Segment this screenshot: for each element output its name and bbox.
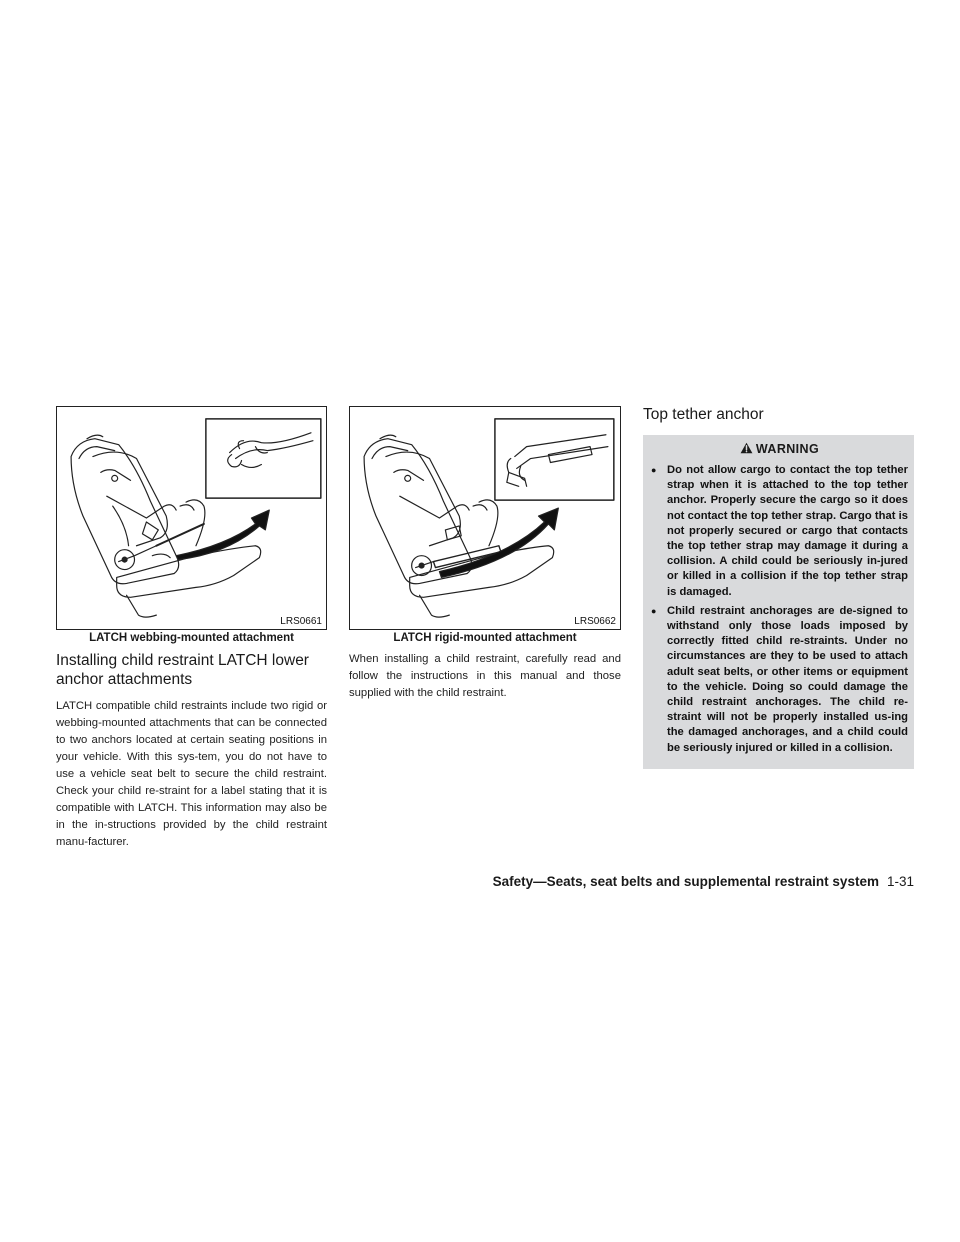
bullet-icon: ● [651, 605, 657, 616]
figure-caption: LATCH webbing-mounted attachment [89, 632, 294, 644]
page-footer [462, 874, 914, 889]
figure-latch-webbing [56, 406, 327, 630]
right-column [643, 406, 914, 769]
warning-text: Do not allow cargo to contact the top tether strap when it is attached to the top tether anchor. Properly secure the cargo so it does not contact the top tether strap. Cargo that is not properly secured or cargo that contacts the top tether strap may damage it during a collision. A child could be seriously in-jured or killed in a collision if the top tether strap is damaged. [667, 464, 908, 598]
body-paragraph: When installing a child restraint, carefully read and follow the instructions in this manual and those supplied with the child restraint. [349, 653, 621, 699]
warning-title: WARNING [755, 442, 820, 456]
figure-caption: LATCH rigid-mounted attachment [393, 632, 577, 644]
figure-code: LRS0661 [280, 616, 322, 627]
section-heading: Top tether anchor [643, 406, 764, 423]
footer-section-title: Safety—Seats, seat belts and supplemental restraint system [492, 874, 879, 889]
section-heading-line2: anchor attachments [56, 671, 193, 688]
warning-item [651, 604, 908, 756]
figure-code: LRS0662 [574, 616, 616, 627]
section-heading [56, 651, 327, 689]
body-paragraph: LATCH compatible child restraints include two rigid or webbing-mounted attachments that can be connected to two anchors located at certain seating positions in your vehicle. With this sys-tem, you do not have to use a vehicle seat belt to secure the child restraint. Check your child re-straint for a label stating that it is compatible with LATCH. This information may also be in the in-structions provided by the child restraint manu-facturer. [56, 700, 327, 848]
page-number: 1-31 [886, 874, 914, 889]
left-column [56, 406, 327, 851]
latch-webbing-illustration [57, 407, 326, 629]
warning-box [643, 435, 914, 769]
warning-text: Child restraint anchorages are de-signed to withstand only those loads imposed by correctly fitted child re-straints. Under no circumstances are they to be used to attach adult seat belts, or other items or equipment to the vehicle. Doing so could damage the child restraint anchorages. The child re-straint will not be properly installed us-ing the damaged anchorages, and a child could be seriously injured or killed in a collision. [667, 604, 908, 754]
middle-column [349, 406, 621, 702]
warning-triangle-icon [740, 442, 753, 454]
bullet-icon: ● [651, 465, 657, 475]
warning-item [651, 463, 908, 600]
section-heading-line1: Installing child restraint LATCH lower [56, 652, 309, 669]
figure-latch-rigid [349, 406, 621, 630]
warning-header [651, 439, 908, 459]
latch-rigid-illustration [350, 407, 620, 629]
